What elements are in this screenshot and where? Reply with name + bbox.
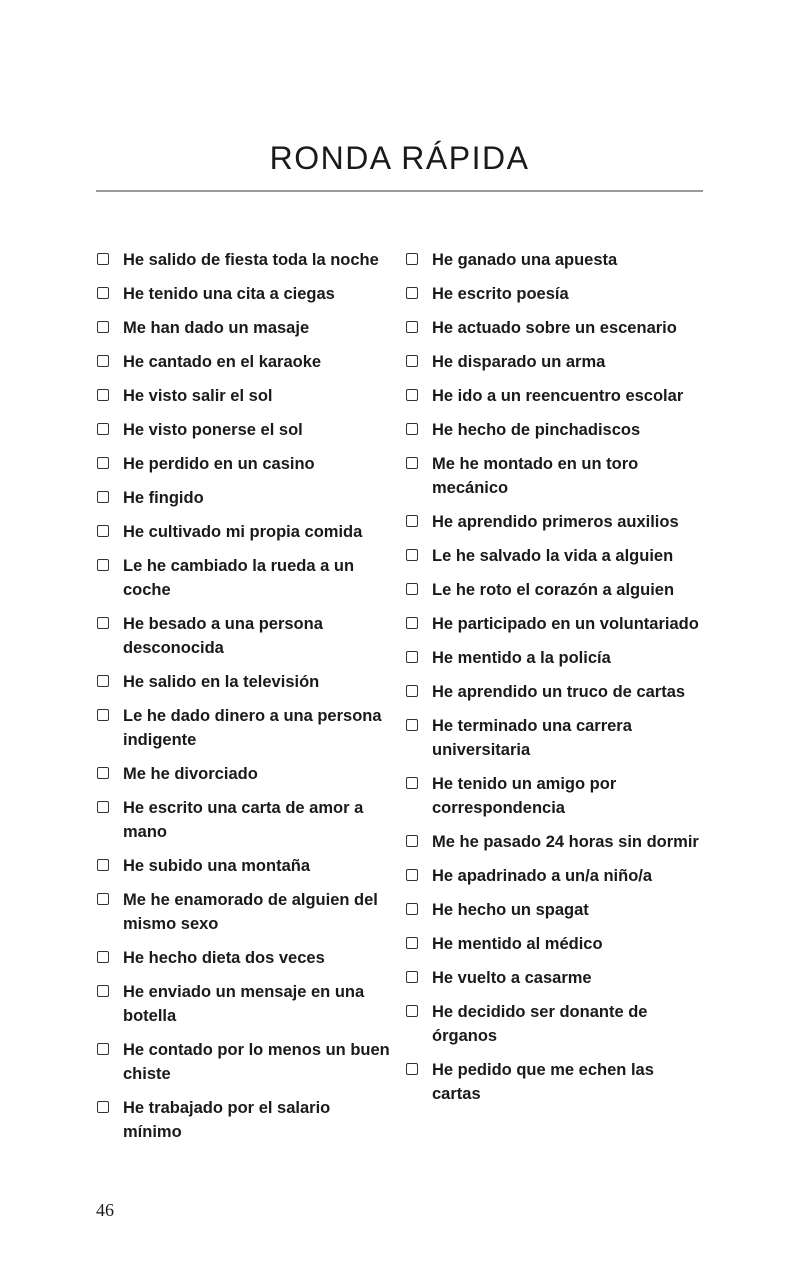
checklist-item[interactable] [405,578,705,602]
checkbox-icon[interactable] [97,1043,109,1055]
checklist-item-label: He apadrinado a un/a niño/a [432,867,653,885]
checklist-item[interactable] [405,1000,705,1048]
checklist-item-label: He trabajado por el salario mínimo [123,1099,331,1141]
checklist-left-column [96,248,390,1154]
checklist-item[interactable] [96,1038,390,1086]
checklist-item-label: He pedido que me echen las cartas [432,1061,654,1103]
checkbox-icon[interactable] [406,835,418,847]
checklist-item[interactable] [405,830,705,854]
checklist-item[interactable] [96,350,390,374]
checklist-item-label: Le he dado dinero a una persona indigente [123,707,382,749]
checklist-item-label: He escrito poesía [432,285,569,303]
checklist-item[interactable] [405,864,705,888]
checkbox-icon[interactable] [406,903,418,915]
checkbox-icon[interactable] [97,253,109,265]
checkbox-icon[interactable] [406,515,418,527]
checklist-item[interactable] [405,932,705,956]
checklist-item-label: He cantado en el karaoke [123,353,322,371]
checkbox-icon[interactable] [97,617,109,629]
checklist-item[interactable] [96,888,390,936]
checklist-item-label: Me he pasado 24 horas sin dormir [432,833,699,851]
checklist-item-label: He visto salir el sol [123,387,273,405]
checklist-item[interactable] [405,248,705,272]
checklist-item[interactable] [96,854,390,878]
checklist-item[interactable] [405,544,705,568]
checkbox-icon[interactable] [97,355,109,367]
checklist-item[interactable] [405,1058,705,1106]
checklist-item-label: He terminado una carrera universitaria [432,717,632,759]
checklist-item[interactable] [96,796,390,844]
checklist-item[interactable] [405,384,705,408]
checklist-item[interactable] [96,1096,390,1144]
checklist-item[interactable] [96,384,390,408]
checklist-item[interactable] [96,670,390,694]
checklist-item-label: He enviado un mensaje en una botella [123,983,365,1025]
checklist-item-label: He besado a una persona desconocida [123,615,323,657]
checkbox-icon[interactable] [406,1005,418,1017]
checklist-item-label: He vuelto a casarme [432,969,592,987]
checklist-item[interactable] [405,350,705,374]
checkbox-icon[interactable] [97,457,109,469]
checkbox-icon[interactable] [406,869,418,881]
checklist-item-label: He contado por lo menos un buen chiste [123,1041,390,1083]
title-divider [96,190,703,192]
checklist-item[interactable] [405,646,705,670]
checklist-item[interactable] [405,510,705,534]
checkbox-icon[interactable] [406,423,418,435]
checklist-item-label: He salido en la televisión [123,673,320,691]
checkbox-icon[interactable] [97,1101,109,1113]
checklist-item-label: He visto ponerse el sol [123,421,303,439]
checklist-item-label: Me he montado en un toro mecánico [432,455,639,497]
checklist-item[interactable] [96,452,390,476]
checklist-item-label: He participado en un voluntariado [432,615,699,633]
checklist-item-label: He disparado un arma [432,353,606,371]
checklist-item[interactable] [96,316,390,340]
checklist-item-label: Le he salvado la vida a alguien [432,547,674,565]
checkbox-icon[interactable] [97,525,109,537]
checklist-item[interactable] [96,486,390,510]
checkbox-icon[interactable] [406,617,418,629]
checklist-item[interactable] [405,316,705,340]
checklist-item-label: He decidido ser donante de órganos [432,1003,648,1045]
checklist-item-label: He actuado sobre un escenario [432,319,677,337]
checkbox-icon[interactable] [406,321,418,333]
checkbox-icon[interactable] [406,389,418,401]
checklist-item[interactable] [96,520,390,544]
checkbox-icon[interactable] [97,287,109,299]
checkbox-icon[interactable] [97,423,109,435]
checklist-item-label: Me he enamorado de alguien del mismo sexo [123,891,378,933]
checkbox-icon[interactable] [406,685,418,697]
checkbox-icon[interactable] [406,937,418,949]
checklist-item[interactable] [405,282,705,306]
checklist-item-label: He aprendido primeros auxilios [432,513,679,531]
checklist-item-label: He mentido al médico [432,935,603,953]
checkbox-icon[interactable] [97,321,109,333]
checklist-item-label: He tenido un amigo por correspondencia [432,775,617,817]
checklist-item-label: Me he divorciado [123,765,258,783]
checklist-item-label: He subido una montaña [123,857,311,875]
checklist-item[interactable] [405,680,705,704]
checkbox-icon[interactable] [406,253,418,265]
checkbox-icon[interactable] [406,651,418,663]
checklist-item-label: He hecho un spagat [432,901,589,919]
checkbox-icon[interactable] [406,777,418,789]
checkbox-icon[interactable] [406,583,418,595]
checklist-item-label: He fingido [123,489,204,507]
checklist-item[interactable] [96,980,390,1028]
checklist-item-label: He mentido a la policía [432,649,611,667]
checklist-item-label: He salido de fiesta toda la noche [123,251,379,269]
checklist-item-label: He escrito una carta de amor a mano [123,799,364,841]
checkbox-icon[interactable] [406,719,418,731]
checkbox-icon[interactable] [97,709,109,721]
checkbox-icon[interactable] [406,457,418,469]
checkbox-icon[interactable] [97,389,109,401]
checklist-item-label: He perdido en un casino [123,455,315,473]
checklist-item[interactable] [96,418,390,442]
checklist-item-label: He aprendido un truco de cartas [432,683,686,701]
checklist-item[interactable] [405,898,705,922]
checklist-item[interactable] [96,946,390,970]
checkbox-icon[interactable] [97,801,109,813]
checklist-item[interactable] [96,704,390,752]
checklist-item[interactable] [405,452,705,500]
checkbox-icon[interactable] [97,767,109,779]
checkbox-icon[interactable] [97,893,109,905]
checkbox-icon[interactable] [406,549,418,561]
checkbox-icon[interactable] [97,559,109,571]
checklist-item-label: Le he cambiado la rueda a un coche [123,557,355,599]
checklist-item-label: He ido a un reencuentro escolar [432,387,684,405]
checklist-item[interactable] [96,282,390,306]
checkbox-icon[interactable] [97,859,109,871]
checkbox-icon[interactable] [406,355,418,367]
checklist-item-label: He cultivado mi propia comida [123,523,363,541]
checklist-item[interactable] [96,554,390,602]
checklist-item-label: Me han dado un masaje [123,319,310,337]
checkbox-icon[interactable] [97,985,109,997]
checklist-item-label: He tenido una cita a ciegas [123,285,335,303]
checklist-item-label: He ganado una apuesta [432,251,618,269]
checkbox-icon[interactable] [406,971,418,983]
checklist-item[interactable] [405,966,705,990]
page-number: 46 [96,1200,114,1220]
checklist-item[interactable] [405,418,705,442]
checklist-item[interactable] [96,762,390,786]
checklist-item-label: Le he roto el corazón a alguien [432,581,675,599]
checkbox-icon[interactable] [97,675,109,687]
checklist-item-label: He hecho dieta dos veces [123,949,325,967]
checklist-item[interactable] [405,772,705,820]
checklist-item[interactable] [96,248,390,272]
checklist-item-label: He hecho de pinchadiscos [432,421,641,439]
checkbox-icon[interactable] [406,287,418,299]
checklist-item[interactable] [405,612,705,636]
checklist-right-column [405,248,705,1116]
checkbox-icon[interactable] [97,491,109,503]
checklist-item[interactable] [96,612,390,660]
checkbox-icon[interactable] [97,951,109,963]
checkbox-icon[interactable] [406,1063,418,1075]
checklist-item[interactable] [405,714,705,762]
page-title: RONDA RÁPIDA [269,140,530,176]
